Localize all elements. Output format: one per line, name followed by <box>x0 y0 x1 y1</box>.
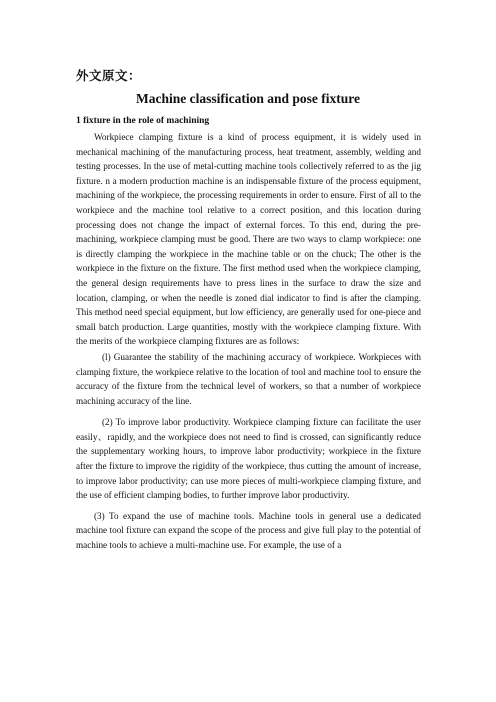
paragraph-merit-3: (3) To expand the use of machine tools. Machine tools in general use a dedicated machine tool fixture can expand the scope of the process and give full play to the potential of machine tools to achieve a multi-machine use. For example, the use of a <box>76 510 421 551</box>
paragraph-intro: Workpiece clamping fixture is a kind of process equipment, it is widely used in mechanical machining of the manufacturing process, heat treatment, assembly, welding and testing processes. In the use of metal-cutting machine tools collectively referred to as the jig fixture. n a modern production machine is an indispensable fixture of the process equipment, machining of the workpiece, the processing requirements in order to ensure. First of all to the workpiece and the machine tool relative to a correct position, and this location during processing does not change the impact of external forces. To this end, during the pre-machining, workpiece clamping must be good. There are two ways to clamp workpiece: one is directly clamping the workpiece in the machine table or on the chuck; The other is the workpiece in the fixture on the fixture. The first method used when the workpiece clamping, the general design requirements have to press lines in the surface to draw the size and location, clamping, or when the needle is zoned dial indicator to find is after the clamping. This method need special equipment, but low efficiency, are generally used for one-piece and small batch production. Large quantities, mostly with the workpiece clamping fixture. With the merits of the workpiece clamping fixtures are as follows: <box>76 132 421 347</box>
section-heading: 1 fixture in the role of machining <box>76 116 210 126</box>
paragraph-merit-1: (l) Guarantee the stability of the machining accuracy of workpiece. Workpieces with clamping fixture, the workpiece relative to the location of tool and machine tool to ensure the accuracy of the fixture from the technical level of workers, so that a number of workpiece machining accuracy of the line. <box>76 351 421 406</box>
document-title: Machine classification and pose fixture <box>136 91 360 106</box>
paragraph-merit-2: (2) To improve labor productivity. Workpiece clamping fixture can facilitate the user easily、rapidly, and the workpiece does not need to find is crossed, can significantly reduce the supplementary working hours, to improve labor productivity; workpiece in the fixture after the fixture to improve the rigidity of the workpiece, thus cutting the amount of increase, to improve labor productivity; can use more pieces of multi-workpiece clamping fixture, and the use of efficient clamping bodies, to further improve labor productivity. <box>76 417 421 501</box>
document-body <box>76 130 421 553</box>
document-label: 外文原文： <box>76 68 142 83</box>
